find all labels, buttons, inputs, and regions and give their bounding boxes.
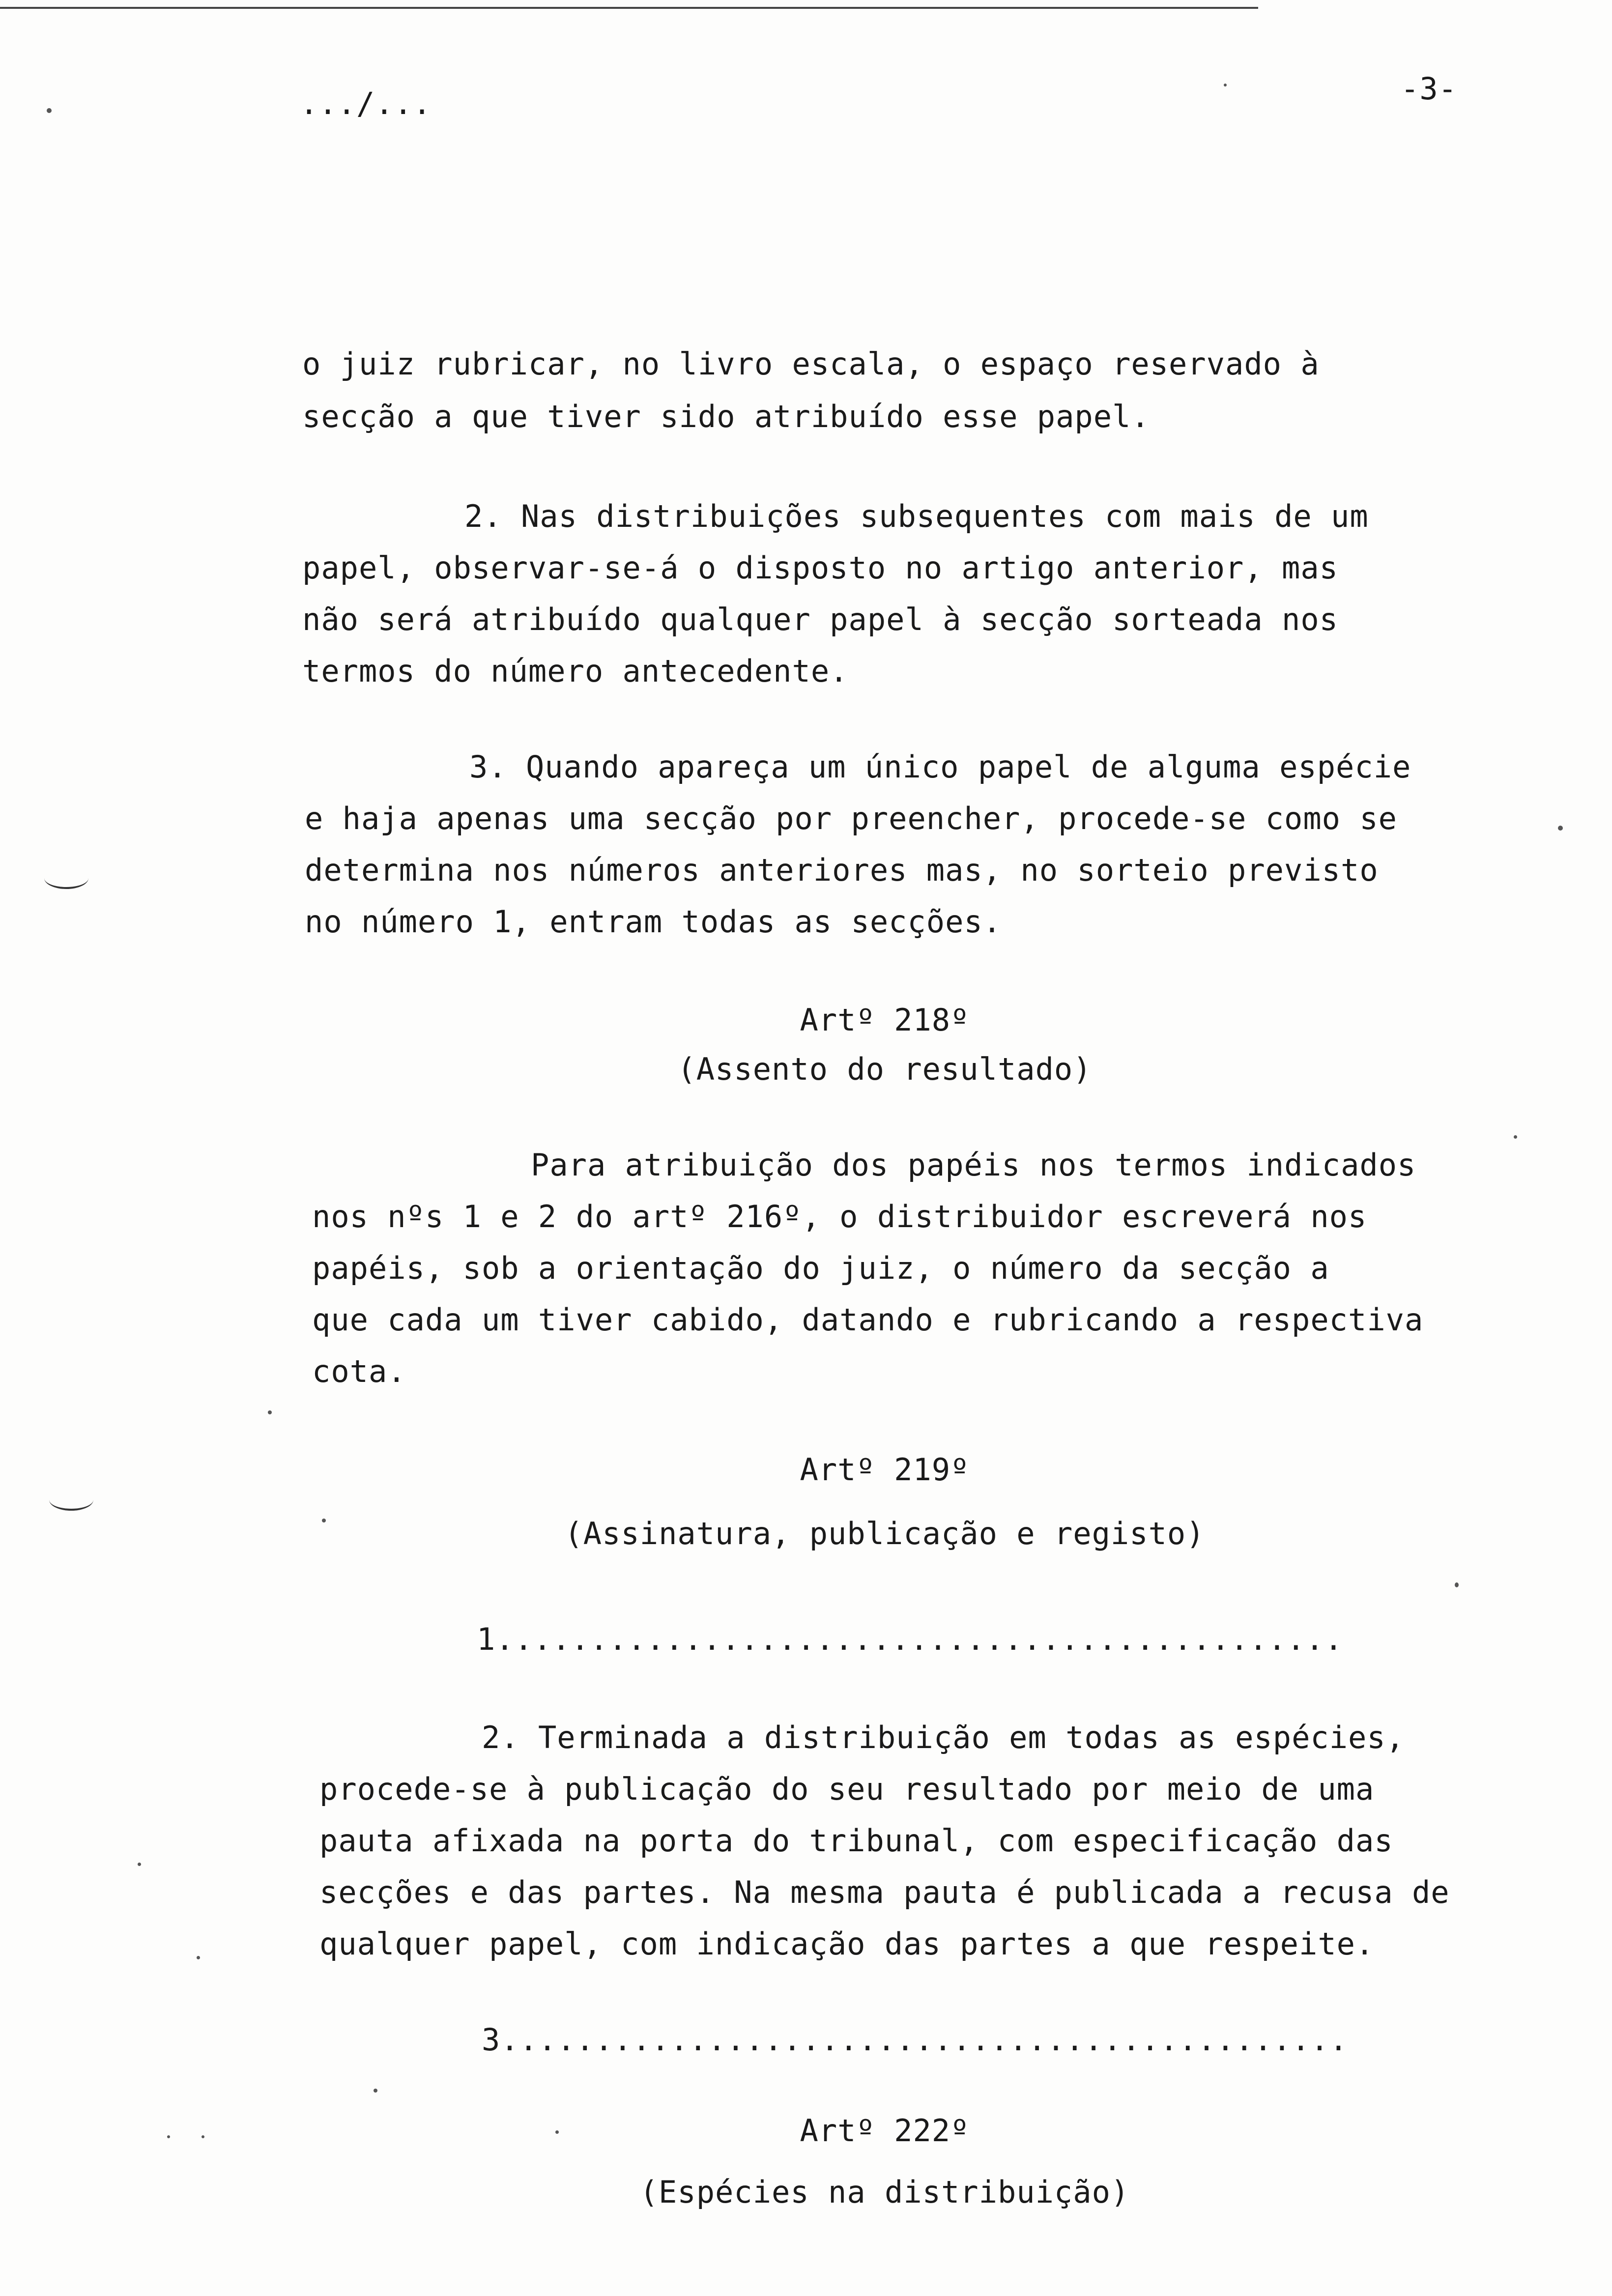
scan-dot [374, 2089, 377, 2093]
page-number: -3- [1401, 71, 1457, 107]
body-line: secção a que tiver sido atribuído esse papel. [302, 399, 1150, 434]
scan-dot [1455, 1582, 1459, 1587]
scan-dot [167, 2135, 170, 2138]
body-line: 3. Quando apareça um único papel de alguma espécie [469, 749, 1411, 785]
scan-dot [1558, 826, 1563, 831]
body-line: papel, observar-se-á o disposto no artigo anterior, mas [302, 550, 1338, 586]
body-line: 2. Terminada a distribuição em todas as espécies, [482, 1720, 1405, 1755]
continuation-mark: .../... [300, 86, 432, 121]
body-line: e haja apenas uma secção por preencher, procede-se como se [305, 801, 1397, 836]
article-heading: Artº 219º [800, 1452, 970, 1488]
body-line: pauta afixada na porta do tribunal, com especificação das [319, 1823, 1393, 1859]
body-line: 2. Nas distribuições subsequentes com mais de um [464, 498, 1369, 534]
scan-mark [49, 1489, 93, 1511]
body-line: não será atribuído qualquer papel à secção sorteada nos [302, 602, 1338, 637]
body-line: cota. [312, 1353, 406, 1389]
body-line: determina nos números anteriores mas, no sorteio previsto [305, 852, 1379, 888]
article-subtitle: (Espécies na distribuição) [639, 2174, 1130, 2210]
body-line: Para atribuição dos papéis nos termos indicados [531, 1147, 1416, 1183]
scan-dot [138, 1863, 141, 1866]
scan-dot [268, 1410, 272, 1414]
body-line: no número 1, entram todas as secções. [305, 904, 1002, 940]
scan-dot [47, 108, 52, 113]
body-line: o juiz rubricar, no livro escala, o espaço reservado à [302, 346, 1320, 382]
article-subtitle: (Assento do resultado) [677, 1051, 1092, 1087]
article-heading: Artº 218º [800, 1002, 970, 1038]
article-heading: Artº 222º [800, 2113, 970, 2149]
scan-mark [44, 867, 88, 889]
body-line: procede-se à publicação do seu resultado por meio de uma [319, 1771, 1375, 1807]
scan-dot [555, 2130, 559, 2134]
body-line: secções e das partes. Na mesma pauta é publicada a recusa de [319, 1874, 1450, 1910]
body-line: nos nºs 1 e 2 do artº 216º, o distribuidor escreverá nos [312, 1199, 1367, 1234]
body-line: que cada um tiver cabido, datando e rubricando a respectiva [312, 1302, 1424, 1338]
scan-dot [1224, 84, 1227, 86]
body-line: papéis, sob a orientação do juiz, o número da secção a [312, 1250, 1329, 1286]
article-subtitle: (Assinatura, publicação e registo) [564, 1516, 1205, 1551]
scan-dot [1514, 1135, 1517, 1139]
top-rule [0, 7, 1258, 9]
scan-dot [322, 1519, 326, 1522]
ellipsis-item: 3............................................. [482, 2022, 1349, 2058]
body-line: termos do número antecedente. [302, 653, 849, 689]
scan-dot [197, 1956, 200, 1959]
body-line: qualquer papel, com indicação das partes a que respeite. [319, 1926, 1375, 1962]
scan-dot [202, 2135, 204, 2138]
ellipsis-item: 1............................................. [477, 1621, 1344, 1657]
